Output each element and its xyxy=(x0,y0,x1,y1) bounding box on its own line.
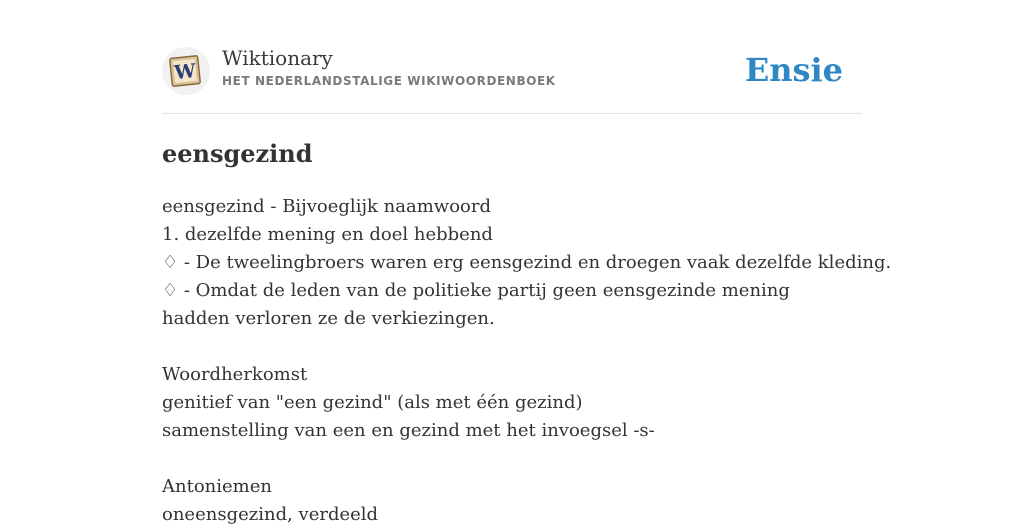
spacer xyxy=(162,445,862,473)
page xyxy=(162,0,892,529)
wiktionary-logo[interactable] xyxy=(162,47,210,95)
brand-subtitle: HET NEDERLANDSTALIGE WIKIWOORDENBOEK xyxy=(222,74,556,88)
antonyms-heading: Antoniemen xyxy=(162,476,272,497)
etymology-line: samenstelling van een en gezind met het invoegsel -s- xyxy=(162,420,655,441)
etymology-heading: Woordherkomst xyxy=(162,364,308,385)
page-title: eensgezind xyxy=(162,139,313,168)
ensie-logo-link[interactable]: Ensie xyxy=(744,51,843,89)
logo-letter: W xyxy=(173,59,197,85)
example-line: ♢ - De tweelingbroers waren erg eensgezind en droegen vaak dezelfde kleding. xyxy=(162,252,892,273)
entry-body xyxy=(162,193,892,529)
spacer xyxy=(162,333,862,361)
antonyms-line: oneensgezind, verdeeld xyxy=(162,504,379,525)
example-line: ♢ - Omdat de leden van de politieke partij geen eensgezinde mening hadden verloren ze de verkiezingen. xyxy=(162,280,790,329)
wiktionary-tile-icon xyxy=(168,53,204,89)
etymology-line: genitief van "een gezind" (als met één gezind) xyxy=(162,392,583,413)
definition-line: 1. dezelfde mening en doel hebbend xyxy=(162,224,493,245)
word-class-line: eensgezind - Bijvoeglijk naamwoord xyxy=(162,196,491,217)
brand-title[interactable]: Wiktionary xyxy=(222,46,333,70)
site-header xyxy=(162,0,862,114)
